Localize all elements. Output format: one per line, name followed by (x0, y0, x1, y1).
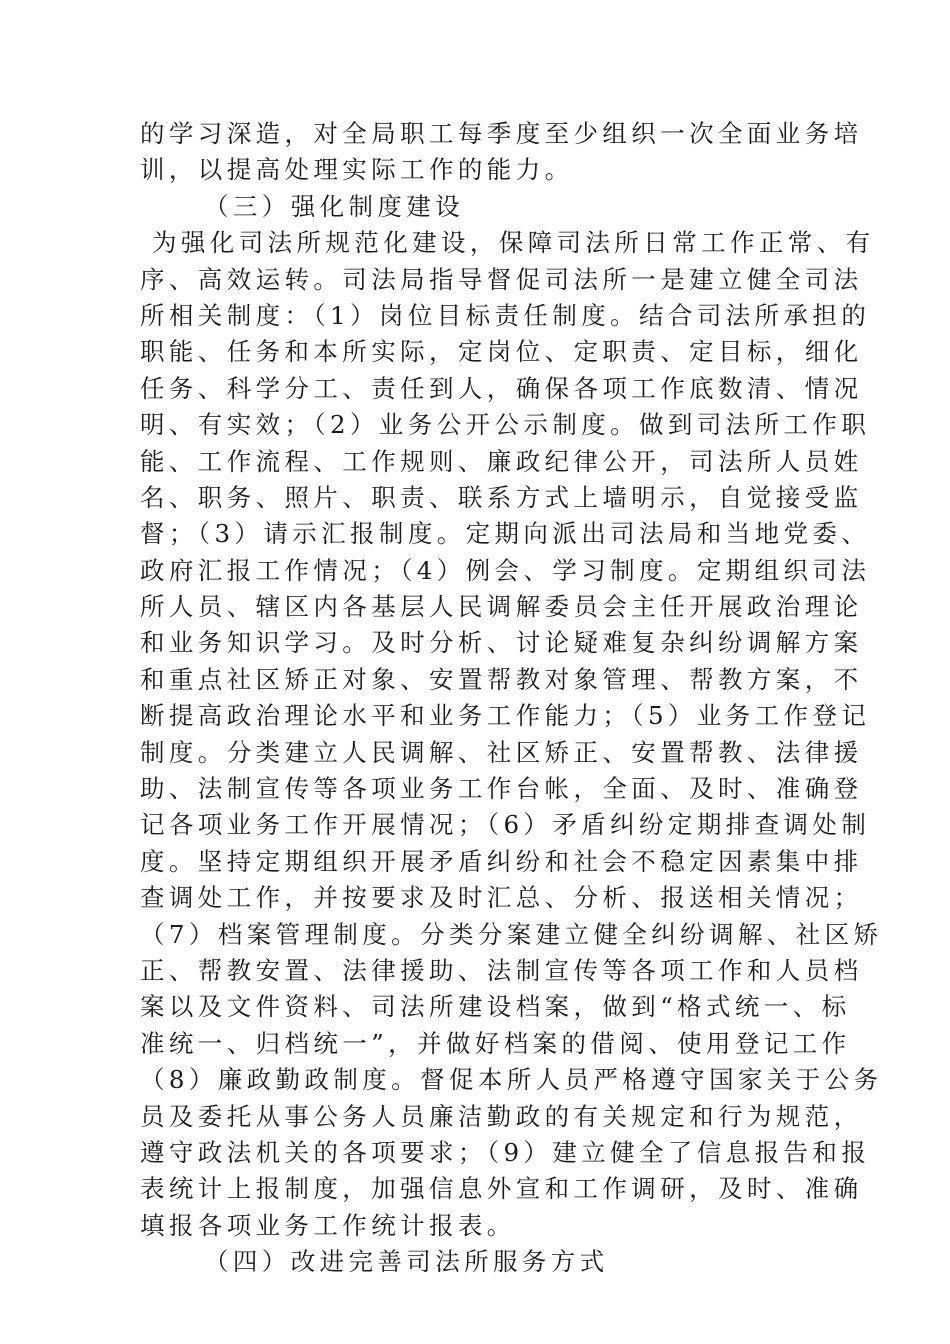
paragraph-line: 序、高效运转。司法局指导督促司法所一是建立健全司法 (140, 264, 863, 294)
paragraph-line: 制度。分类建立人民调解、社区矫正、安置帮教、法律援 (140, 737, 863, 767)
paragraph-line: 案以及文件资料、司法所建设档案，做到“格式统一、标 (140, 992, 851, 1022)
paragraph-line: 查调处工作，并按要求及时汇总、分析、报送相关情况； (140, 883, 863, 913)
paragraph-line: 员及委托从事公务人员廉洁勤政的有关规定和行为规范， (140, 1101, 863, 1131)
paragraph-line: 明、有实效；（2）业务公开公示制度。做到司法所工作职 (140, 410, 871, 440)
paragraph-line: 度。坚持定期组织开展矛盾纠纷和社会不稳定因素集中排 (140, 846, 863, 876)
paragraph-line: 政府汇报工作情况；（4）例会、学习制度。定期组织司法 (140, 555, 871, 585)
paragraph-line: 任务、科学分工、责任到人，确保各项工作底数清、情况 (140, 373, 863, 403)
section-heading: （三）强化制度建设 (204, 191, 465, 221)
paragraph-line: 训，以提高处理实际工作的能力。 (140, 155, 574, 185)
document-body (140, 116, 883, 1281)
section-heading: （四）改进完善司法所服务方式 (204, 1247, 609, 1277)
paragraph-line: 正、帮教安置、法律援助、法制宣传等各项工作和人员档 (140, 955, 863, 985)
paragraph-line: 职能、任务和本所实际，定岗位、定职责、定目标，细化 (140, 337, 863, 367)
paragraph-line: 的学习深造，对全局职工每季度至少组织一次全面业务培 (140, 119, 863, 148)
paragraph-line: 准统一、归档统一”，并做好档案的借阅、使用登记工作 (140, 1028, 851, 1058)
paragraph-line: 所人员、辖区内各基层人民调解委员会主任开展政治理论 (140, 592, 863, 622)
paragraph-line: 所相关制度：（1）岗位目标责任制度。结合司法所承担的 (140, 300, 871, 330)
paragraph-line: 表统计上报制度，加强信息外宣和工作调研，及时、准确 (140, 1174, 863, 1204)
paragraph-line: （7）档案管理制度。分类分案建立健全纠纷调解、社区矫 (140, 919, 883, 949)
paragraph-line: 督；（3）请示汇报制度。定期向派出司法局和当地党委、 (140, 519, 871, 549)
paragraph-line: 遵守政法机关的各项要求；（9）建立健全了信息报告和报 (140, 1137, 871, 1167)
paragraph-line: 和重点社区矫正对象、安置帮教对象管理、帮教方案，不 (140, 664, 863, 694)
paragraph-line: 名、职务、照片、职责、联系方式上墙明示，自觉接受监 (140, 482, 863, 512)
paragraph-line: 助、法制宣传等各项业务工作台帐，全面、及时、准确登 (140, 774, 863, 804)
paragraph-line: 为强化司法所规范化建设，保障司法所日常工作正常、有 (152, 228, 875, 258)
paragraph-line: 断提高政治理论水平和业务工作能力；（5）业务工作登记 (140, 701, 871, 731)
paragraph-line: 和业务知识学习。及时分析、讨论疑难复杂纠纷调解方案 (140, 628, 863, 658)
paragraph-line: 记各项业务工作开展情况；（6）矛盾纠纷定期排查调处制 (140, 810, 871, 840)
paragraph-line: 能、工作流程、工作规则、廉政纪律公开，司法所人员姓 (140, 446, 863, 476)
paragraph-line: （8）廉政勤政制度。督促本所人员严格遵守国家关于公务 (140, 1065, 883, 1095)
paragraph-line: 填报各项业务工作统计报表。 (140, 1210, 516, 1240)
